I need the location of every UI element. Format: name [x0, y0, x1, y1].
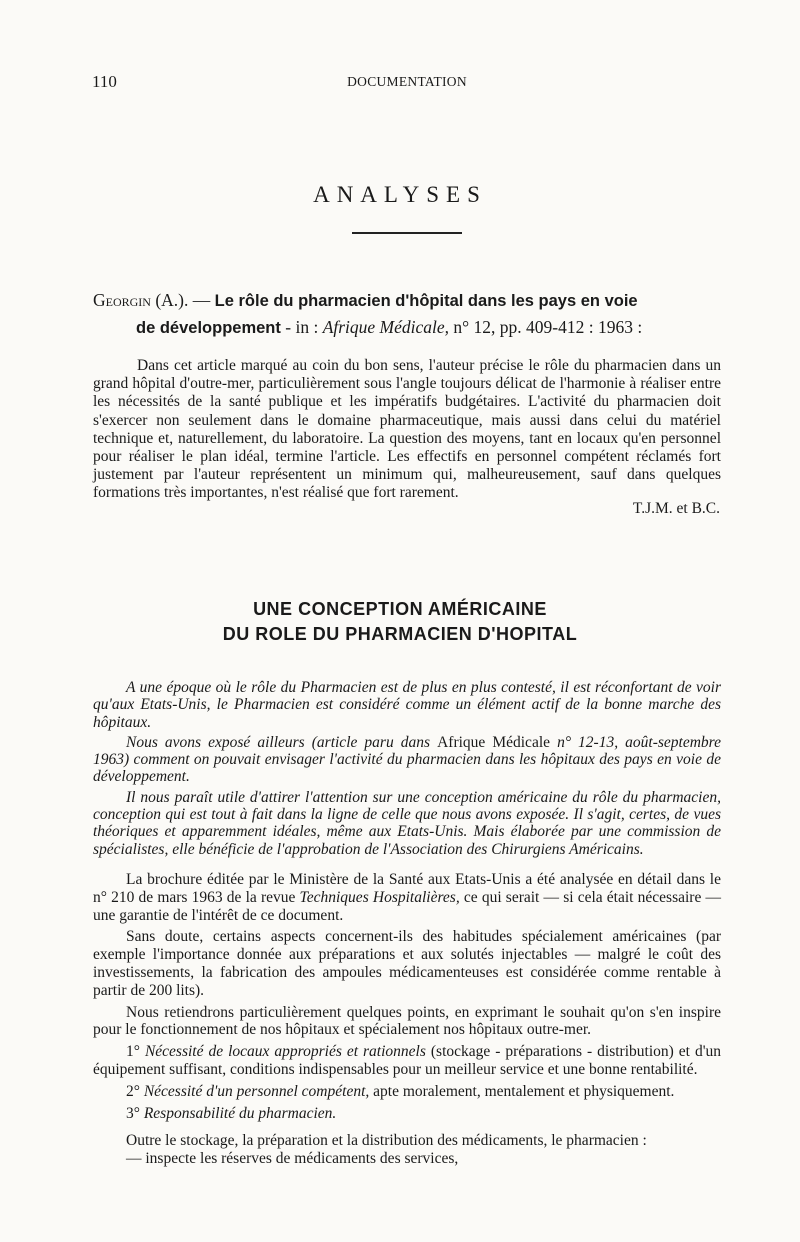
section-divider	[352, 232, 462, 234]
intro-paragraph-1: A une époque où le rôle du Pharmacien est de plus en plus contesté, il est réconfortant de voir qu'aux Etats-Unis, le Pharmacien est considéré comme un élément actif de la bonne marche des hôpitaux.	[93, 679, 721, 731]
list-item-2-heading: Nécessité d'un personnel compétent,	[143, 1082, 370, 1100]
list-item-1-heading: Nécessité de locaux appropriés et rationnels	[144, 1043, 426, 1061]
body-p1-part-c: ce qui serait — si cela était nécessaire — une garantie de l'intérêt de ce document.	[93, 888, 722, 924]
body-paragraph-1	[93, 871, 721, 924]
article-body	[93, 871, 721, 1172]
body-paragraph-2: Sans doute, certains aspects concernent-ils des habitudes spécialement américaines (par exemple l'importance donnée aux préparations et aux solutés injectables — malgré le coût des investissements, la fabrication des ampoules médicamenteuses est considérée comme rentable à partir de 200 lits).	[93, 928, 721, 999]
abstract-paragraph: Dans cet article marqué au coin du bon sens, l'auteur précise le rôle du pharmacien dans un grand hôpital d'outre-mer, particulièrement sous l'angle toujours délicat de l'harmonie à réaliser entre les nécessités de la santé publique et les impératifs budgétaires. L'activité du pharmacien doit s'exercer non seulement dans le domaine pharmaceutique, mais aussi dans celui du matériel technique et, naturellement, du laboratoire. La question des moyens, tant en locaux qu'en personnel pour réaliser le plan idéal, termine l'article. Les effectifs en personnel compétent réclamés fort justement par l'auteur représentent un minimum qui, malheureusement, sauf dans quelques formations très importantes, n'est réalisé que fort rarement.	[93, 357, 721, 502]
section-title: ANALYSES	[313, 182, 487, 207]
list-item-3-number: 3°	[126, 1104, 144, 1122]
page-number: 110	[92, 72, 117, 91]
citation-second-line	[93, 314, 726, 341]
body-p4-line1: Outre le stockage, la préparation et la distribution des médicaments, le pharmacien :	[126, 1132, 647, 1150]
body-paragraph-3: Nous retiendrons particulièrement quelques points, en exprimant le souhait qu'on s'en inspire pour le fonctionnement de nos hôpitaux et spécialement nos hôpitaux outre-mer.	[93, 1003, 721, 1039]
abstract-signature: T.J.M. et B.C.	[632, 500, 720, 517]
intro-paragraph-3: Il nous paraît utile d'attirer l'attention sur une conception américaine du rôle du pharmacien, conception qui est tout à fait dans la ligne de celle que nous avons exposée. Il s'agit, certes, de vues théoriques et apparemment idéales, même aux Etats-Unis. Mais élaborée par une commission de spécialistes, elle bénéficie de l'approbation de l'Association des Chirurgiens Américains.	[93, 788, 721, 858]
bibliographic-citation	[93, 287, 726, 341]
article-title	[0, 597, 800, 647]
list-item-2-number: 2°	[126, 1082, 144, 1100]
body-paragraph-4-line2	[93, 1150, 721, 1168]
list-item-3	[93, 1105, 721, 1123]
body-p4-line2: — inspecte les réserves de médicaments des services,	[126, 1150, 459, 1168]
list-item-2	[93, 1083, 721, 1101]
list-item-1-text: (stockage - préparations - distribution) et d'un équipement suffisant, conditions indispensables pour un meilleur service et une bonne rentabilité.	[93, 1043, 721, 1078]
citation-title-line2: de développement	[136, 319, 281, 337]
intro-p2-part-c: n° 12-13, août-septembre 1963) comment on pouvait envisager l'activité du pharmacien dans les hôpitaux des pays en voie de développement.	[93, 733, 721, 786]
list-item-1	[93, 1043, 721, 1079]
citation-in: - in :	[280, 317, 323, 337]
citation-dash: —	[188, 290, 215, 310]
intro-p2-part-a: Nous avons exposé ailleurs (article paru dans	[126, 733, 438, 751]
running-head	[92, 72, 722, 96]
article-title-line1: UNE CONCEPTION AMÉRICAINE	[253, 599, 547, 619]
intro-paragraph-2	[93, 734, 721, 786]
body-p1-part-a: La brochure éditée par le Ministère de la Santé aux Etats-Unis a été analysée en détail dans le n° 210 de mars 1963 de la revue	[93, 871, 721, 906]
intro-p2-journal: Afrique Médicale	[437, 733, 551, 751]
citation-title-line1: Le rôle du pharmacien d'hôpital dans les pays en voie	[214, 292, 638, 310]
citation-details: n° 12, pp. 409-412 : 1963 :	[449, 317, 643, 337]
body-p1-journal: Techniques Hospitalières,	[299, 888, 460, 906]
list-item-3-heading: Responsabilité du pharmacien.	[143, 1104, 337, 1122]
article-introduction	[93, 679, 721, 861]
citation-author: Georgin (A.).	[93, 290, 189, 310]
article-title-line2: DU ROLE DU PHARMACIEN D'HOPITAL	[222, 624, 578, 644]
body-paragraph-4	[93, 1132, 721, 1150]
running-title: DOCUMENTATION	[347, 74, 467, 89]
citation-journal: Afrique Médicale,	[322, 317, 450, 337]
list-item-1-number: 1°	[126, 1043, 145, 1061]
list-item-2-text: apte moralement, mentalement et physiquement.	[369, 1082, 675, 1100]
